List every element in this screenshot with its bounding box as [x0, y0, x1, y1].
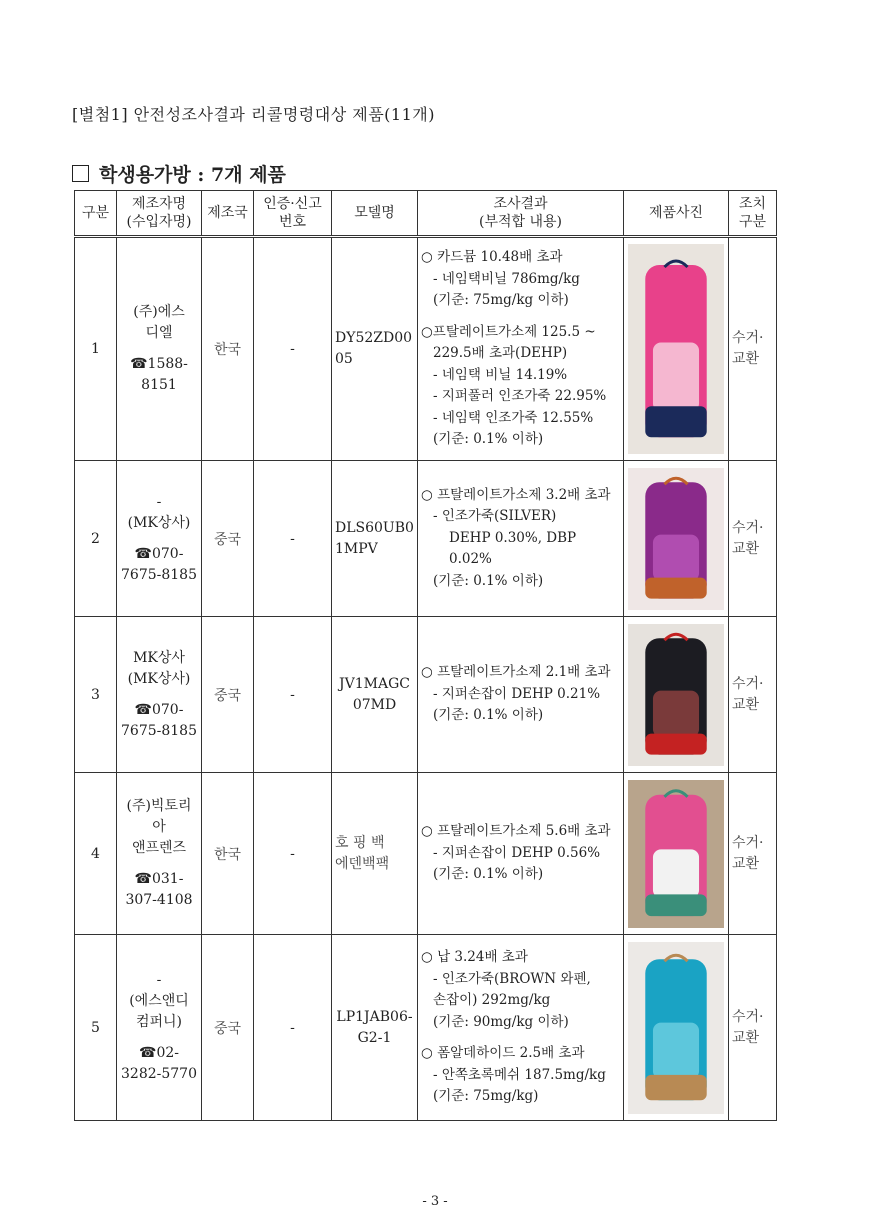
backpack-bottom — [645, 577, 706, 598]
backpack-pink-mickey-photo — [628, 244, 724, 454]
header-result-line: 조사결과 — [493, 196, 548, 212]
action-line: 수거· — [732, 675, 764, 692]
action-line: 교환 — [732, 855, 760, 872]
maker-cell — [117, 461, 202, 617]
maker-phone-line: 7675-8185 — [121, 566, 197, 583]
header-model-line: 모델명 — [354, 205, 395, 221]
action-line: 교환 — [732, 696, 760, 713]
backpack-pocket — [653, 1022, 699, 1078]
model-line: 07MD — [352, 696, 397, 713]
checkbox-square-icon — [72, 165, 89, 182]
maker-phone-line: 3282-5770 — [121, 1066, 197, 1082]
maker-phone-line: ☎1588-8151 — [130, 356, 188, 393]
maker-phone-line: ☎02- — [139, 1045, 179, 1061]
maker-cell — [117, 237, 202, 461]
maker-name-line: (주)에스 — [133, 304, 185, 320]
country-cell: 중국 — [202, 461, 254, 617]
maker-name — [120, 302, 198, 344]
table-row — [75, 935, 777, 1121]
action-line: 수거· — [732, 330, 764, 346]
product-photo-cell — [624, 617, 729, 773]
header-maker — [117, 191, 202, 237]
model-cell — [332, 773, 418, 935]
action-cell — [729, 935, 777, 1121]
result-line: (기준: 75mg/kg 이하) — [433, 292, 569, 309]
backpack-pocket — [653, 534, 699, 581]
maker-cell — [117, 617, 202, 773]
table-row — [75, 461, 777, 617]
header-result — [418, 191, 624, 237]
table-row — [75, 237, 777, 461]
maker-name-line: 앤프렌즈 — [131, 840, 187, 856]
backpack-purple-photo — [628, 468, 724, 610]
maker-cell — [117, 773, 202, 935]
result-line: - 지퍼풀러 인조가죽 22.95% — [433, 388, 607, 405]
cert-number-cell: - — [254, 237, 332, 461]
maker-name-line: (MK상사) — [127, 514, 191, 531]
result-cell — [418, 237, 624, 461]
result-line: 손잡이) 292mg/kg — [433, 992, 551, 1009]
maker-phone-line: ☎070- — [134, 701, 184, 718]
maker-name-line: (MK상사) — [127, 670, 191, 687]
backpack-pocket — [653, 849, 699, 898]
row-number: 4 — [75, 773, 117, 935]
country-cell: 한국 — [202, 237, 254, 461]
backpack-teal-photo — [628, 942, 724, 1114]
model-cell — [332, 617, 418, 773]
maker-name-line: - — [156, 493, 162, 510]
maker-name-line: 컴퍼니) — [135, 1014, 183, 1030]
result-line: (기준: 0.1% 이하) — [433, 866, 544, 883]
cert-number-cell: - — [254, 935, 332, 1121]
result-line: (기준: 0.1% 이하) — [433, 572, 544, 589]
result-line: ○ 폼알데하이드 2.5배 초과 — [421, 1045, 585, 1062]
header-action-line: 구분 — [738, 214, 767, 230]
header-maker-line: (수입자명) — [126, 214, 192, 230]
result-line: - 인조가죽(SILVER) — [433, 508, 557, 525]
model-cell — [332, 237, 418, 461]
result-line: ○프탈레이트가소제 125.5 ~ — [421, 323, 596, 340]
maker-name — [120, 796, 198, 859]
backpack-bottom — [645, 733, 706, 754]
result-line: - 지퍼손잡이 DEHP 0.56% — [433, 844, 601, 861]
header-model — [332, 191, 418, 237]
product-photo-cell — [624, 461, 729, 617]
maker-phone-line: 307-4108 — [125, 892, 193, 908]
result-line: - 인조가죽(BROWN 와펜, — [433, 970, 591, 987]
result-cell — [418, 935, 624, 1121]
model-line: LP1JAB06- — [336, 1008, 413, 1025]
action-cell — [729, 617, 777, 773]
action-cell — [729, 461, 777, 617]
header-action — [729, 191, 777, 237]
maker-name-line: 디엘 — [145, 325, 173, 341]
cert-number-cell: - — [254, 617, 332, 773]
model-line: DY52ZD00 — [335, 330, 413, 346]
result-line: - 안쪽초록메쉬 187.5mg/kg — [433, 1066, 606, 1083]
result-line: - 네임택비닐 786mg/kg — [433, 270, 580, 287]
result-line: ○ 프탈레이트가소제 3.2배 초과 — [421, 486, 611, 503]
result-line: ○ 프탈레이트가소제 2.1배 초과 — [421, 664, 611, 681]
result-line: ○ 납 3.24배 초과 — [421, 949, 528, 966]
result-line: (기준: 0.1% 이하) — [433, 431, 544, 448]
result-line: DEHP 0.30%, DBP 0.02% — [449, 529, 577, 568]
backpack-black-red-photo — [628, 624, 724, 766]
result-line: - 지퍼손잡이 DEHP 0.21% — [433, 685, 601, 702]
maker-name — [120, 970, 198, 1033]
header-country-line: 제조국 — [207, 205, 248, 221]
header-maker-line: 제조자명 — [131, 196, 187, 212]
maker-name — [120, 648, 198, 690]
maker-phone-line: ☎031- — [134, 871, 184, 887]
result-line: (기준: 75mg/kg) — [433, 1088, 539, 1105]
section-title — [72, 160, 286, 187]
row-number: 5 — [75, 935, 117, 1121]
maker-name-line: (주)빅토리아 — [126, 798, 192, 835]
header-photo — [624, 191, 729, 237]
product-photo-cell — [624, 773, 729, 935]
model-line: 1MPV — [335, 540, 378, 557]
maker-phone — [120, 544, 198, 586]
result-line: (기준: 0.1% 이하) — [433, 707, 544, 724]
result-line: ○ 프탈레이트가소제 5.6배 초과 — [421, 823, 611, 840]
action-line: 교환 — [732, 540, 760, 557]
header-cert — [254, 191, 332, 237]
maker-name-line: - — [156, 972, 162, 988]
header-num-line: 구분 — [81, 205, 110, 221]
maker-phone — [120, 700, 198, 742]
section-title-text: 학생용가방 : 7개 제품 — [99, 164, 286, 186]
recall-table — [74, 190, 777, 1121]
model-cell — [332, 935, 418, 1121]
action-line: 교환 — [732, 351, 760, 367]
product-photo-cell — [624, 935, 729, 1121]
header-action-line: 조치 — [738, 196, 767, 212]
model-line: DLS60UB0 — [335, 519, 414, 536]
row-number: 1 — [75, 237, 117, 461]
row-number: 2 — [75, 461, 117, 617]
action-line: 수거· — [732, 519, 764, 536]
model-line: 05 — [335, 351, 353, 367]
backpack-pocket — [653, 342, 699, 411]
maker-phone-line: 7675-8185 — [121, 722, 197, 739]
country-cell: 중국 — [202, 935, 254, 1121]
cert-number-cell: - — [254, 773, 332, 935]
model-line: G2-1 — [357, 1029, 392, 1046]
result-line: (기준: 90mg/kg 이하) — [433, 1013, 569, 1030]
backpack-bottom — [645, 894, 706, 916]
model-cell — [332, 461, 418, 617]
product-photo-cell — [624, 237, 729, 461]
maker-phone-line: ☎070- — [134, 545, 184, 562]
model-line: 에덴백팩 — [335, 855, 390, 872]
maker-phone — [120, 354, 198, 396]
header-country — [202, 191, 254, 237]
header-photo-line: 제품사진 — [648, 205, 704, 221]
cert-number-cell: - — [254, 461, 332, 617]
model-line: 호 핑 백 — [335, 834, 385, 851]
action-cell — [729, 237, 777, 461]
maker-name-line: MK상사 — [133, 649, 185, 666]
header-cert-line: 번호 — [278, 214, 307, 230]
table-row — [75, 617, 777, 773]
model-line: JV1MAGC — [339, 675, 410, 692]
result-cell — [418, 773, 624, 935]
backpack-pocket — [653, 690, 699, 737]
backpack-bottom — [645, 1074, 706, 1099]
maker-cell — [117, 935, 202, 1121]
action-line: 교환 — [732, 1029, 760, 1046]
header-result-line: (부적합 내용) — [479, 214, 562, 230]
country-cell: 한국 — [202, 773, 254, 935]
country-cell: 중국 — [202, 617, 254, 773]
page-number: - 3 - — [422, 1194, 448, 1209]
backpack-patterned-set-photo — [628, 780, 724, 928]
maker-name-line: (에스앤디 — [129, 993, 189, 1009]
result-cell — [418, 617, 624, 773]
maker-name — [120, 492, 198, 534]
result-line: - 네임택 비닐 14.19% — [433, 366, 568, 383]
header-cert-line: 인증·신고 — [263, 196, 322, 212]
action-line: 수거· — [732, 1008, 764, 1025]
backpack-bottom — [645, 406, 706, 437]
table-header-row — [75, 191, 777, 237]
result-line: 229.5배 초과(DEHP) — [433, 345, 568, 362]
result-line: - 네임택 인조가죽 12.55% — [433, 409, 594, 426]
result-line: ○ 카드뮴 10.48배 초과 — [421, 249, 563, 266]
attachment-header: [별첨1] 안전성조사결과 리콜명령대상 제품(11개) — [72, 105, 435, 124]
row-number: 3 — [75, 617, 117, 773]
result-cell — [418, 461, 624, 617]
maker-phone — [120, 869, 198, 911]
action-cell — [729, 773, 777, 935]
action-line: 수거· — [732, 834, 764, 851]
maker-phone — [120, 1043, 198, 1085]
table-row — [75, 773, 777, 935]
header-num — [75, 191, 117, 237]
